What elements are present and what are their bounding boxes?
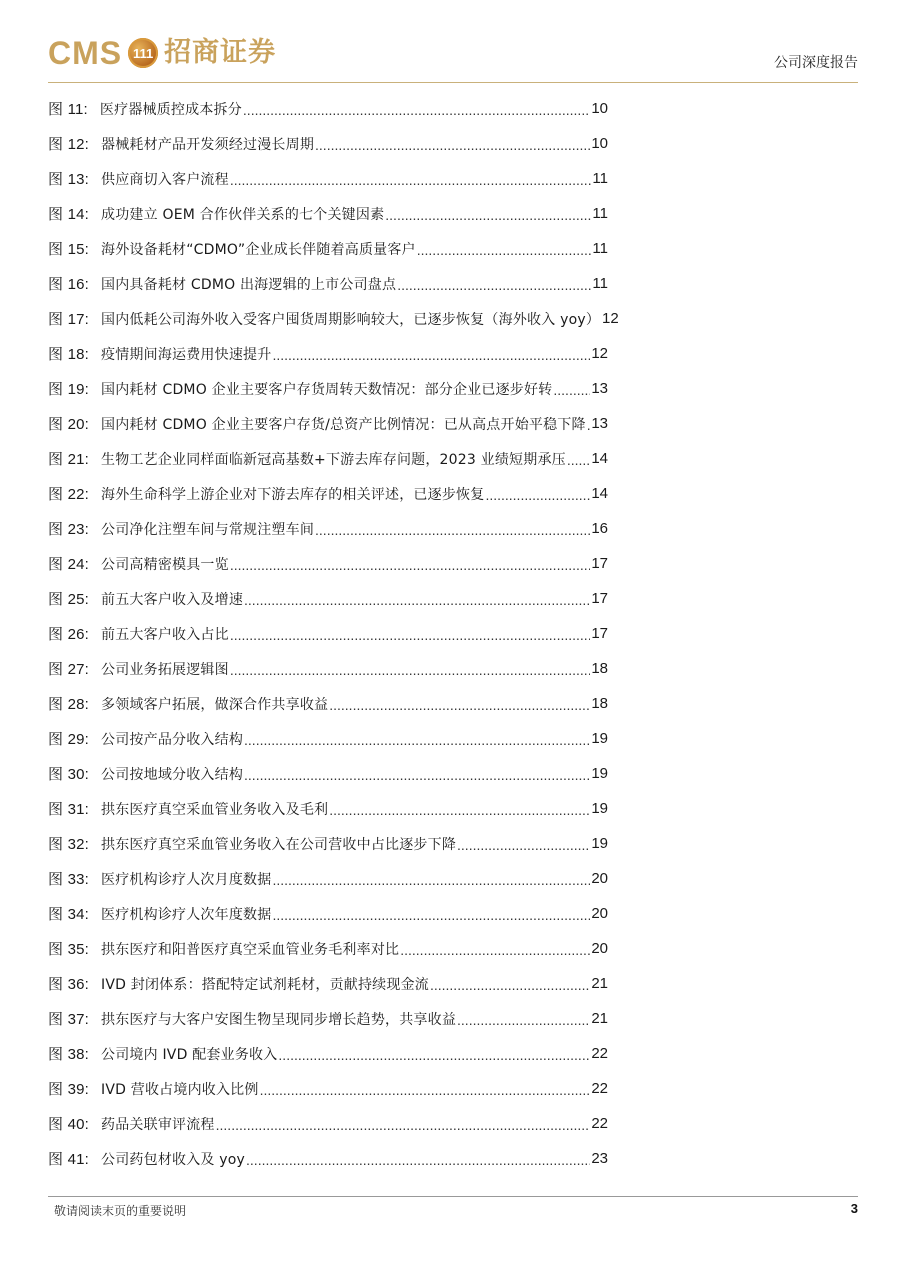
figure-title: 国内耗材 CDMO 企业主要客户存货周转天数情况：部分企业已逐步好转 [101, 382, 553, 398]
toc-entry[interactable] [48, 581, 608, 616]
page-ref: 19 [591, 835, 608, 852]
figure-number: 图 32: [48, 836, 90, 853]
figure-title: 前五大客户收入及增速 [101, 592, 244, 608]
toc-entry-label [48, 203, 384, 224]
page-ref: 14 [591, 450, 608, 467]
dot-leader [244, 732, 590, 748]
toc-entry[interactable] [48, 231, 608, 266]
figure-number: 图 39: [48, 1081, 90, 1098]
figure-number: 图 12: [48, 136, 90, 153]
toc-entry-label [48, 343, 271, 364]
figure-title: 医疗器械质控成本拆分 [99, 102, 242, 118]
toc-entry[interactable] [48, 1106, 608, 1141]
dot-leader [430, 977, 590, 993]
dot-leader [457, 1012, 590, 1028]
figure-number: 图 18: [48, 346, 90, 363]
toc-entry[interactable] [48, 791, 608, 826]
page-ref: 11 [592, 240, 608, 257]
page-ref: 22 [591, 1115, 608, 1132]
toc-entry[interactable] [48, 126, 608, 161]
dot-leader [230, 662, 590, 678]
page-ref: 16 [591, 520, 608, 537]
toc-entry[interactable] [48, 301, 619, 336]
toc-entry-label [48, 938, 399, 959]
page-ref: 10 [591, 100, 608, 117]
dot-leader [417, 242, 592, 258]
logo-badge-icon: 111 [128, 38, 158, 68]
dot-leader [260, 1082, 591, 1098]
page-ref: 11 [592, 170, 608, 187]
toc-entry-label [48, 168, 229, 189]
toc-entry[interactable] [48, 896, 608, 931]
figure-number: 图 20: [48, 416, 90, 433]
figure-title: 药品关联审评流程 [101, 1117, 215, 1133]
toc-entry[interactable] [48, 161, 608, 196]
figure-number: 图 38: [48, 1046, 90, 1063]
dot-leader [457, 837, 590, 853]
toc-entry-label [48, 1008, 456, 1029]
page-ref: 17 [591, 625, 608, 642]
figure-number: 图 23: [48, 521, 90, 538]
figure-number: 图 37: [48, 1011, 90, 1028]
page-ref: 13 [591, 380, 608, 397]
dot-leader [230, 557, 590, 573]
figure-number: 图 28: [48, 696, 90, 713]
toc-entry-label [48, 273, 396, 294]
figure-title: 医疗机构诊疗人次月度数据 [101, 872, 272, 888]
figure-number: 图 15: [48, 241, 90, 258]
logo-text-cn: 招商证券 [164, 37, 277, 68]
toc-entry[interactable] [48, 756, 608, 791]
toc-entry[interactable] [48, 1141, 608, 1176]
page-ref: 21 [591, 1010, 608, 1027]
toc-entry[interactable] [48, 861, 608, 896]
dot-leader [329, 802, 590, 818]
page-ref: 14 [591, 485, 608, 502]
figure-title: 器械耗材产品开发须经过漫长周期 [101, 137, 315, 153]
dot-leader [272, 872, 590, 888]
figure-title: 拱东医疗真空采血管业务收入及毛利 [101, 802, 329, 818]
figure-number: 图 22: [48, 486, 90, 503]
figure-title: IVD 封闭体系：搭配特定试剂耗材，贡献持续现金流 [101, 977, 429, 993]
toc-entry[interactable] [48, 931, 608, 966]
figure-number: 图 27: [48, 661, 90, 678]
page-ref: 17 [591, 590, 608, 607]
figure-number: 图 14: [48, 206, 90, 223]
figure-number: 图 41: [48, 1151, 90, 1168]
toc-entry[interactable] [48, 1071, 608, 1106]
figure-title: 海外生命科学上游企业对下游去库存的相关评述，已逐步恢复 [101, 487, 485, 503]
toc-entry[interactable] [48, 91, 608, 126]
figure-number: 图 35: [48, 941, 90, 958]
toc-entry[interactable] [48, 546, 608, 581]
dot-leader [230, 172, 592, 188]
figure-list [48, 91, 619, 1176]
toc-entry[interactable] [48, 721, 608, 756]
report-type-label: 公司深度报告 [774, 55, 858, 71]
dot-leader [216, 1117, 591, 1133]
dot-leader [230, 627, 590, 643]
toc-entry-label [48, 98, 242, 119]
page-ref: 20 [591, 905, 608, 922]
toc-entry-label [48, 133, 314, 154]
page-footer [48, 1196, 858, 1221]
cms-logo [48, 34, 276, 72]
toc-entry[interactable] [48, 1036, 608, 1071]
toc-entry[interactable] [48, 371, 608, 406]
page-ref: 13 [591, 415, 608, 432]
dot-leader [485, 487, 590, 503]
figure-number: 图 26: [48, 626, 90, 643]
toc-entry-label [48, 658, 229, 679]
toc-entry[interactable] [48, 616, 608, 651]
page-number: 3 [850, 1201, 858, 1216]
page-ref: 21 [591, 975, 608, 992]
toc-entry-label [48, 623, 229, 644]
toc-entry-label [48, 693, 328, 714]
toc-entry-label [48, 868, 271, 889]
toc-entry-label [48, 308, 600, 329]
toc-entry-label [48, 903, 271, 924]
toc-entry-label [48, 378, 552, 399]
figure-number: 图 17: [48, 311, 90, 328]
toc-entry[interactable] [48, 966, 608, 1001]
dot-leader [587, 417, 591, 433]
toc-entry-label [48, 413, 586, 434]
page-header [48, 30, 858, 83]
figure-title: 公司净化注塑车间与常规注塑车间 [101, 522, 315, 538]
toc-entry-label [48, 553, 229, 574]
page-ref: 18 [591, 695, 608, 712]
toc-entry[interactable] [48, 651, 608, 686]
figure-number: 图 40: [48, 1116, 90, 1133]
page-ref: 20 [591, 870, 608, 887]
page-ref: 22 [591, 1045, 608, 1062]
page-ref: 12 [591, 345, 608, 362]
page-ref: 10 [591, 135, 608, 152]
page-ref: 20 [591, 940, 608, 957]
figure-number: 图 33: [48, 871, 90, 888]
toc-entry[interactable] [48, 336, 608, 371]
figure-title: 公司按地域分收入结构 [101, 767, 244, 783]
figure-title: 海外设备耗材“CDMO”企业成长伴随着高质量客户 [101, 242, 416, 258]
page-ref: 23 [591, 1150, 608, 1167]
toc-entry[interactable] [48, 266, 608, 301]
dot-leader [243, 102, 590, 118]
figure-number: 图 29: [48, 731, 90, 748]
toc-entry-label [48, 588, 243, 609]
figure-title: 国内耗材 CDMO 企业主要客户存货/总资产比例情况：已从高点开始平稳下降 [101, 417, 586, 433]
toc-entry-label [48, 833, 456, 854]
logo-text-en: CMS [48, 35, 123, 71]
figure-number: 图 25: [48, 591, 90, 608]
dot-leader [385, 207, 591, 223]
toc-entry-label [48, 1148, 245, 1169]
toc-entry[interactable] [48, 511, 608, 546]
figure-title: 拱东医疗和阳普医疗真空采血管业务毛利率对比 [101, 942, 400, 958]
figure-number: 图 21: [48, 451, 90, 468]
figure-number: 图 19: [48, 381, 90, 398]
toc-entry-label [48, 1078, 259, 1099]
figure-number: 图 24: [48, 556, 90, 573]
figure-title: 拱东医疗与大客户安图生物呈现同步增长趋势，共享收益 [101, 1012, 457, 1028]
figure-title: 生物工艺企业同样面临新冠高基数+下游去库存问题，2023 业绩短期承压 [101, 452, 566, 468]
page-ref: 17 [591, 555, 608, 572]
page-ref: 12 [602, 310, 619, 327]
figure-number: 图 16: [48, 276, 90, 293]
figure-number: 图 34: [48, 906, 90, 923]
figure-title: IVD 营收占境内收入比例 [101, 1082, 259, 1098]
figure-title: 疫情期间海运费用快速提升 [101, 347, 272, 363]
page-ref: 18 [591, 660, 608, 677]
figure-title: 拱东医疗真空采血管业务收入在公司营收中占比逐步下降 [101, 837, 457, 853]
figure-title: 公司药包材收入及 yoy [101, 1152, 246, 1168]
disclaimer-note: 敬请阅读末页的重要说明 [54, 1204, 187, 1218]
dot-leader [400, 942, 590, 958]
toc-entry[interactable] [48, 476, 608, 511]
toc-entry-label [48, 483, 484, 504]
figure-number: 图 11: [48, 101, 88, 118]
figure-title: 公司高精密模具一览 [101, 557, 229, 573]
figure-title: 国内具备耗材 CDMO 出海逻辑的上市公司盘点 [101, 277, 397, 293]
toc-entry-label [48, 448, 566, 469]
toc-entry[interactable] [48, 1001, 608, 1036]
figure-title: 前五大客户收入占比 [101, 627, 229, 643]
toc-entry-label [48, 728, 243, 749]
dot-leader [397, 277, 591, 293]
figure-title: 供应商切入客户流程 [101, 172, 229, 188]
toc-entry-label [48, 798, 328, 819]
dot-leader [244, 767, 590, 783]
figure-title: 医疗机构诊疗人次年度数据 [101, 907, 272, 923]
page-ref: 19 [591, 800, 608, 817]
toc-entry[interactable] [48, 406, 608, 441]
figure-title: 公司境内 IVD 配套业务收入 [101, 1047, 278, 1063]
toc-entry-label [48, 238, 416, 259]
page-ref: 22 [591, 1080, 608, 1097]
toc-entry-label [48, 973, 429, 994]
toc-entry[interactable] [48, 686, 608, 721]
toc-entry[interactable] [48, 196, 608, 231]
toc-entry-label [48, 518, 314, 539]
toc-entry[interactable] [48, 441, 608, 476]
toc-entry-label [48, 1113, 215, 1134]
page-ref: 19 [591, 730, 608, 747]
figure-number: 图 31: [48, 801, 90, 818]
toc-entry[interactable] [48, 826, 608, 861]
page-ref: 11 [592, 275, 608, 292]
page-ref: 19 [591, 765, 608, 782]
figure-number: 图 30: [48, 766, 90, 783]
figure-number: 图 13: [48, 171, 90, 188]
dot-leader [272, 347, 590, 363]
page-ref: 11 [592, 205, 608, 222]
dot-leader [272, 907, 590, 923]
dot-leader [553, 382, 590, 398]
dot-leader [278, 1047, 590, 1063]
figure-number: 图 36: [48, 976, 90, 993]
figure-title: 成功建立 OEM 合作伙伴关系的七个关键因素 [101, 207, 385, 223]
toc-entry-label [48, 1043, 277, 1064]
figure-title: 国内低耗公司海外收入受客户囤货周期影响较大，已逐步恢复（海外收入 yoy） [101, 312, 601, 328]
figure-title: 公司按产品分收入结构 [101, 732, 244, 748]
toc-entry-label [48, 763, 243, 784]
figure-title: 公司业务拓展逻辑图 [101, 662, 229, 678]
dot-leader [567, 452, 590, 468]
dot-leader [315, 137, 590, 153]
figure-title: 多领域客户拓展，做深合作共享收益 [101, 697, 329, 713]
dot-leader [244, 592, 590, 608]
dot-leader [246, 1152, 590, 1168]
dot-leader [329, 697, 590, 713]
dot-leader [315, 522, 590, 538]
